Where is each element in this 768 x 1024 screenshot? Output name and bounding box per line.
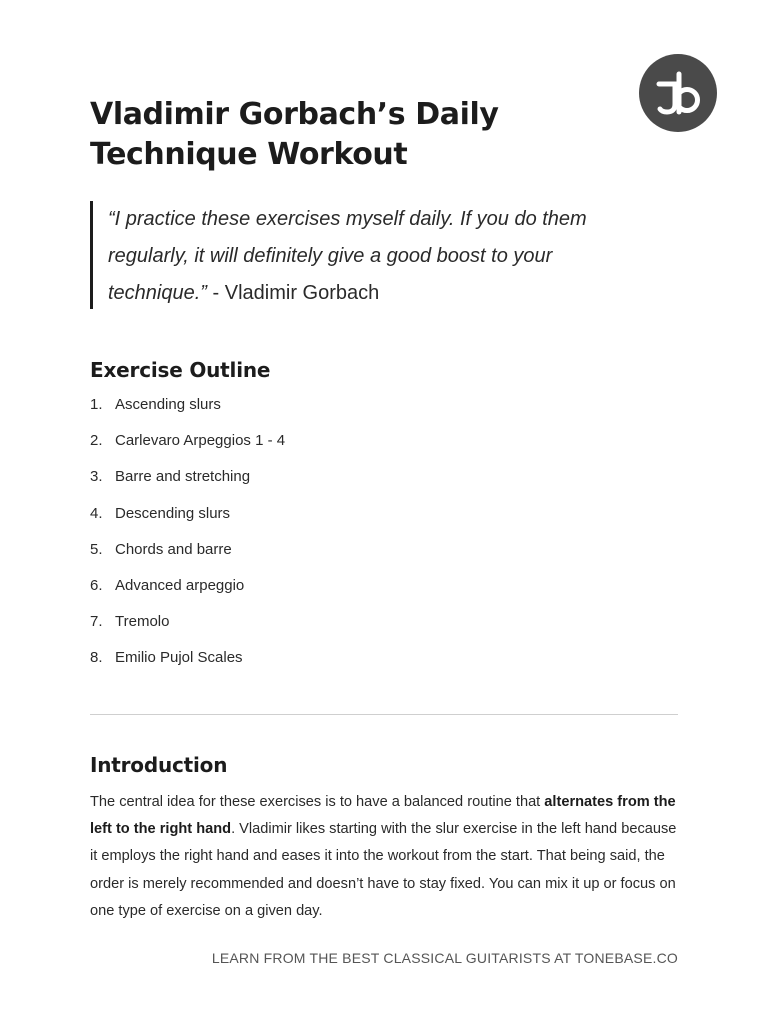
page-title: Vladimir Gorbach’s Daily Technique Workout — [90, 97, 499, 172]
list-item-number: 8. — [90, 649, 103, 667]
list-item-label: Chords and barre — [115, 540, 232, 558]
list-item-label: Ascending slurs — [115, 396, 221, 413]
list-item — [90, 394, 285, 430]
list-item-number: 5. — [90, 540, 103, 558]
intro-text-start: The central idea for these exercises is to have a balanced routine that — [90, 794, 545, 810]
introduction-heading: Introduction — [90, 753, 228, 777]
exercise-outline-list — [90, 394, 285, 684]
list-item-label: Barre and stretching — [115, 468, 251, 486]
list-item — [90, 539, 285, 575]
list-item-number: 2. — [90, 432, 103, 450]
exercise-outline-heading: Exercise Outline — [90, 358, 271, 382]
list-item — [90, 647, 285, 683]
list-item-label: Emilio Pujol Scales — [115, 649, 243, 667]
pull-quote — [90, 201, 650, 309]
list-item-number: 6. — [90, 576, 103, 594]
introduction-paragraph — [90, 789, 680, 925]
list-item-label: Advanced arpeggio — [115, 576, 245, 594]
list-item-number: 1. — [90, 396, 103, 413]
tonebase-logo-glyph — [639, 54, 717, 132]
quote-text: “I practice these exercises myself daily. If you do them regularly, it will definitely give a good boost to your technique.” — [108, 208, 587, 304]
list-item-label: Descending slurs — [115, 504, 231, 522]
list-item-number: 3. — [90, 468, 103, 486]
intro-text-emphasis: alternates from the left to the right hand — [90, 794, 676, 838]
tonebase-logo-icon[interactable] — [639, 54, 717, 132]
section-divider — [90, 714, 678, 715]
list-item — [90, 503, 285, 539]
intro-text-end: . Vladimir likes starting with the slur exercise in the left hand because it employs the right hand and eases it into the workout from the start. That being said, the order is merely recommended and doesn’t have to stay fixed. You can mix it up or focus on one type of exercise on a given day. — [90, 821, 677, 919]
list-item-label: Tremolo — [115, 613, 170, 631]
footer-tagline[interactable]: LEARN FROM THE BEST CLASSICAL GUITARISTS AT TONEBASE.CO — [211, 950, 678, 966]
list-item-label: Carlevaro Arpeggios 1 - 4 — [115, 432, 286, 450]
list-item-number: 7. — [90, 613, 103, 631]
list-item — [90, 575, 285, 611]
list-item — [90, 466, 285, 502]
list-item-number: 4. — [90, 504, 103, 522]
quote-attribution: - Vladimir Gorbach — [206, 282, 380, 304]
list-item — [90, 611, 285, 647]
list-item — [90, 430, 285, 466]
